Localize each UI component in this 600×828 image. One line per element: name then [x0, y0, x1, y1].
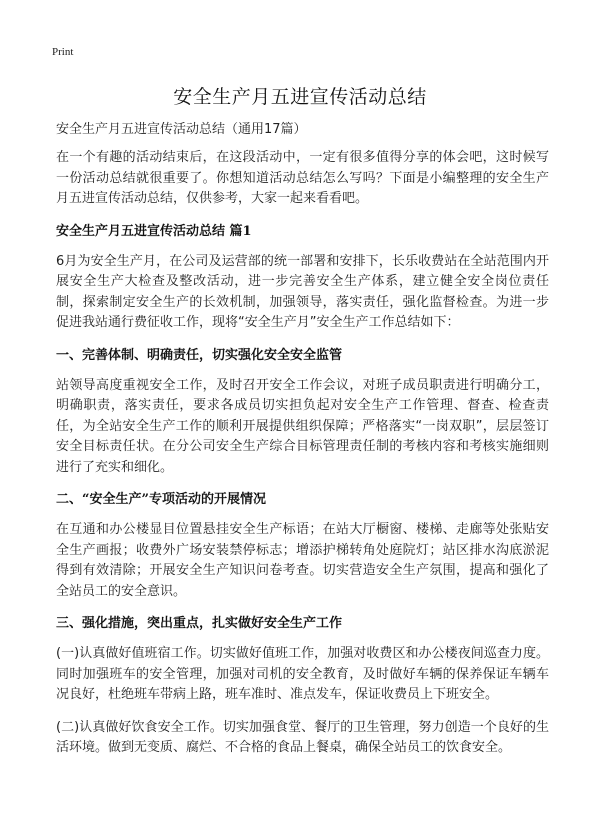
- section-2-paragraph: 在互通和办公楼显目位置悬挂安全生产标语；在站大厅橱窗、楼梯、走廊等处张贴安全生产画报；收费外广场安装禁停标志；增添护梯转角处庭院灯；站区排水沟底淤泥得到有效清除；开展安全生产知识问卷考查。切实营造安全生产氛围，提高和强化了全站员工的安全意识。: [56, 522, 549, 599]
- section-3-paragraph-1: (一)认真做好值班宿工作。切实做好值班工作，加强对收费区和办公楼夜间巡查力度。同时加强班车的安全管理，加强对司机的安全教育，及时做好车辆的保养保证车辆车况良好，杜绝班车带病上路，班车准时、准点发车，保证收费员上下班安全。: [56, 646, 549, 702]
- section-heading-1: 一、完善体制、明确责任，切实强化安全安全监管: [56, 347, 343, 363]
- section-3-paragraph-2: (二)认真做好饮食安全工作。切实加强食堂、餐厅的卫生管理，努力创造一个良好的生活环境。做到无变质、腐烂、不合格的食品上餐桌，确保全站员工的饮食安全。: [56, 719, 549, 755]
- article-intro-paragraph: 6月为安全生产月，在公司及运营部的统一部署和安排下，长乐收费站在全站范围内开展安全生产大检查及整改活动，进一步完善安全生产体系，建立健全安全岗位责任制，探索制定安全生产的长效机制，加强领导，落实责任，强化监督检查。为进一步促进我站通行费征收工作，现将“安全生产月”安全生产工作总结如下：: [56, 253, 549, 330]
- section-1-paragraph: 站领导高度重视安全工作，及时召开安全工作会议，对班子成员职责进行明确分工，明确职责，落实责任，要求各成员切实担负起对安全生产工作管理、督查、检查责任，为全站安全生产工作的顺利开展提供组织保障；严格落实“一岗双职”，层层签订安全目标责任状。在分公司安全生产综合目标管理责任制的考核内容和考核实施细则进行了充实和细化。: [56, 377, 549, 475]
- document-body: [56, 120, 549, 771]
- section-heading-3: 三、强化措施，突出重点，扎实做好安全生产工作: [56, 616, 343, 631]
- article-heading: 安全生产月五进宣传活动总结 篇1: [56, 223, 252, 239]
- document-subtitle: 安全生产月五进宣传活动总结（通用17篇）: [56, 122, 307, 137]
- document-title: 安全生产月五进宣传活动总结: [173, 86, 427, 108]
- intro-paragraph: 在一个有趣的活动结束后，在这段活动中，一定有很多值得分享的体会吧，这时候写一份活动总结就很重要了。你想知道活动总结怎么写吗？下面是小编整理的安全生产月五进宣传活动总结，仅供参考，大家一起来看看吧。: [56, 150, 549, 206]
- print-label: Print: [52, 46, 74, 58]
- section-heading-2: 二、“安全生产”专项活动的开展情况: [56, 492, 266, 507]
